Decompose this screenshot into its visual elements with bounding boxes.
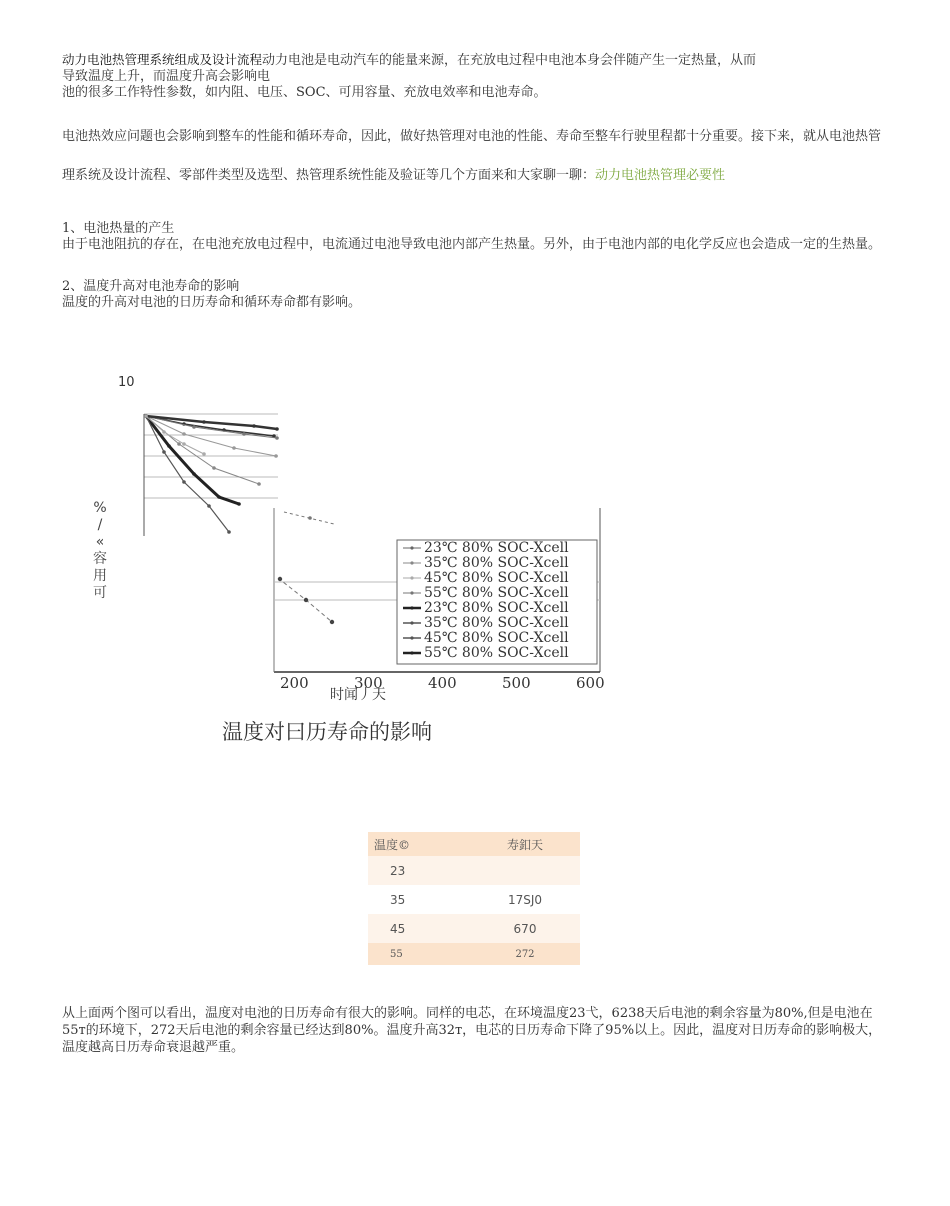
data-point bbox=[232, 446, 236, 450]
intro-paragraph-2 bbox=[62, 117, 886, 195]
data-point bbox=[308, 516, 312, 520]
legend-marker bbox=[410, 546, 413, 549]
y-label-char: 容 bbox=[93, 551, 107, 567]
legend-entry: 45℃ 80% SOC-Xcell bbox=[424, 630, 569, 646]
y-label-char: « bbox=[95, 534, 105, 550]
table-cell-temp: 45 bbox=[368, 914, 470, 943]
data-point bbox=[274, 454, 278, 458]
data-point bbox=[162, 450, 166, 454]
legend-marker bbox=[410, 636, 413, 639]
legend-marker bbox=[410, 591, 413, 594]
data-point bbox=[278, 577, 282, 581]
data-point bbox=[252, 424, 256, 428]
legend-marker bbox=[410, 576, 413, 579]
table-cell-life: 670 bbox=[470, 914, 580, 943]
legend-entry: 35℃ 80% SOC-Xcell bbox=[424, 615, 569, 631]
x-tick-label: 600 bbox=[576, 674, 605, 692]
legend-marker bbox=[410, 651, 413, 654]
table-row bbox=[368, 856, 580, 885]
data-point bbox=[202, 452, 206, 456]
data-point bbox=[144, 414, 148, 418]
table-row bbox=[368, 914, 580, 943]
intro-line3: 池的很多工作特性参数，如内阻、电压、SOC、可用容量、充放电效率和电池寿命。 bbox=[62, 85, 547, 100]
legend-entry: 35℃ 80% SOC-Xcell bbox=[424, 555, 569, 571]
legend-entry: 55℃ 80% SOC-Xcell bbox=[424, 585, 569, 601]
article-title: 动力电池热管理系统组成及设计流程 bbox=[62, 52, 263, 67]
chart-svg bbox=[84, 372, 624, 702]
legend-entry: 23℃ 80% SOC-Xcell bbox=[424, 600, 569, 616]
x-axis-label: 时闻丿天 bbox=[330, 687, 386, 702]
x-tick-label: 300 bbox=[354, 674, 383, 692]
para2-text: 电池热效应问题也会影响到整车的性能和循环寿命，因此，做好热管理对电池的性能、寿命至整车行驶里程都十分重要。接下来，就从电池热管理系统及设计流程、零部件类型及选型、热管理系统性能及验证等几个方面来和大家聊一聊： bbox=[62, 129, 882, 183]
data-point bbox=[330, 620, 334, 624]
data-point bbox=[177, 442, 181, 446]
intro-line2: 导致温度上升，而温度升高会影响电 bbox=[62, 69, 271, 84]
section1-heading: 1、电池热量的产生 bbox=[62, 221, 175, 236]
data-point bbox=[212, 466, 216, 470]
x-tick-label: 200 bbox=[280, 674, 309, 692]
calendar-life-table bbox=[368, 832, 580, 965]
table-cell-temp: 55 bbox=[368, 943, 470, 965]
table-row bbox=[368, 943, 580, 965]
y-label-char: / bbox=[97, 517, 103, 533]
table-cell-temp: 35 bbox=[368, 885, 470, 914]
data-point bbox=[275, 436, 279, 440]
data-point bbox=[162, 430, 166, 434]
legend-entry: 45℃ 80% SOC-Xcell bbox=[424, 570, 569, 586]
legend-marker bbox=[410, 606, 413, 609]
calendar-life-chart bbox=[84, 372, 624, 702]
data-point bbox=[242, 432, 246, 436]
data-point bbox=[304, 598, 308, 602]
data-point bbox=[182, 432, 186, 436]
data-point bbox=[192, 425, 196, 429]
article-body bbox=[62, 52, 886, 311]
chart-y-label bbox=[92, 500, 108, 602]
conclusion-body: 从上面两个图可以看出，温度对电池的日历寿命有很大的影响。同样的电芯，在环境温度23弋，6238天后电池的剩余容量为80%,但是电池在55т的环境下，272天后电池的剩余容量已经达到80%。温度升高32т，电芯的日历寿命下降了95%以上。因此，温度对日历寿命的影响极大，温度越高日历寿命衰退越严重。 bbox=[62, 1006, 882, 1055]
data-point bbox=[217, 495, 221, 499]
table-header-life: 寿釦天 bbox=[470, 832, 580, 856]
x-tick-label: 400 bbox=[428, 674, 457, 692]
legend-entry: 23℃ 80% SOC-Xcell bbox=[424, 540, 569, 556]
legend-marker bbox=[410, 561, 413, 564]
intro-paragraph bbox=[62, 52, 886, 101]
conclusion bbox=[62, 1005, 886, 1056]
y-tick-label: 10 bbox=[118, 375, 135, 390]
section2-heading: 2、温度升高对电池寿命的影响 bbox=[62, 279, 240, 294]
data-point bbox=[257, 482, 261, 486]
y-label-char: % bbox=[93, 500, 107, 516]
data-point bbox=[167, 444, 171, 448]
data-point bbox=[227, 530, 231, 534]
chart-title: 温度对曰历寿命的影响 bbox=[222, 720, 432, 744]
y-label-char: 可 bbox=[93, 585, 107, 601]
y-label-char: 用 bbox=[93, 568, 107, 584]
section2-body: 温度的升高对电池的日历寿命和循环寿命都有影响。 bbox=[62, 295, 362, 310]
necessity-link[interactable]: 动力电池热管理必要性 bbox=[595, 168, 726, 183]
intro-line1: 动力电池是电动汽车的能量来源，在充放电过程中电池本身会伴随产生一定热量，从而 bbox=[262, 53, 757, 68]
x-tick-label: 500 bbox=[502, 674, 531, 692]
table-row bbox=[368, 885, 580, 914]
legend-entry: 55℃ 80% SOC-Xcell bbox=[424, 645, 569, 661]
table-cell-life bbox=[470, 856, 580, 885]
data-point bbox=[182, 442, 186, 446]
data-point bbox=[237, 502, 241, 506]
data-point bbox=[202, 420, 206, 424]
data-point bbox=[192, 472, 196, 476]
table-cell-life: 17SJ0 bbox=[470, 885, 580, 914]
data-point bbox=[182, 480, 186, 484]
legend-marker bbox=[410, 621, 413, 624]
table-header-temp: 温度© bbox=[368, 832, 470, 856]
table-cell-life: 272 bbox=[470, 943, 580, 965]
table-cell-temp: 23 bbox=[368, 856, 470, 885]
data-point bbox=[275, 427, 279, 431]
section1-body: 由于电池阻抗的存在，在电池充放电过程中，电流通过电池导致电池内部产生热量。另外，由于电池内部的电化学反应也会造成一定的生热量。 bbox=[62, 237, 882, 252]
series-line bbox=[146, 416, 277, 429]
data-point bbox=[207, 504, 211, 508]
